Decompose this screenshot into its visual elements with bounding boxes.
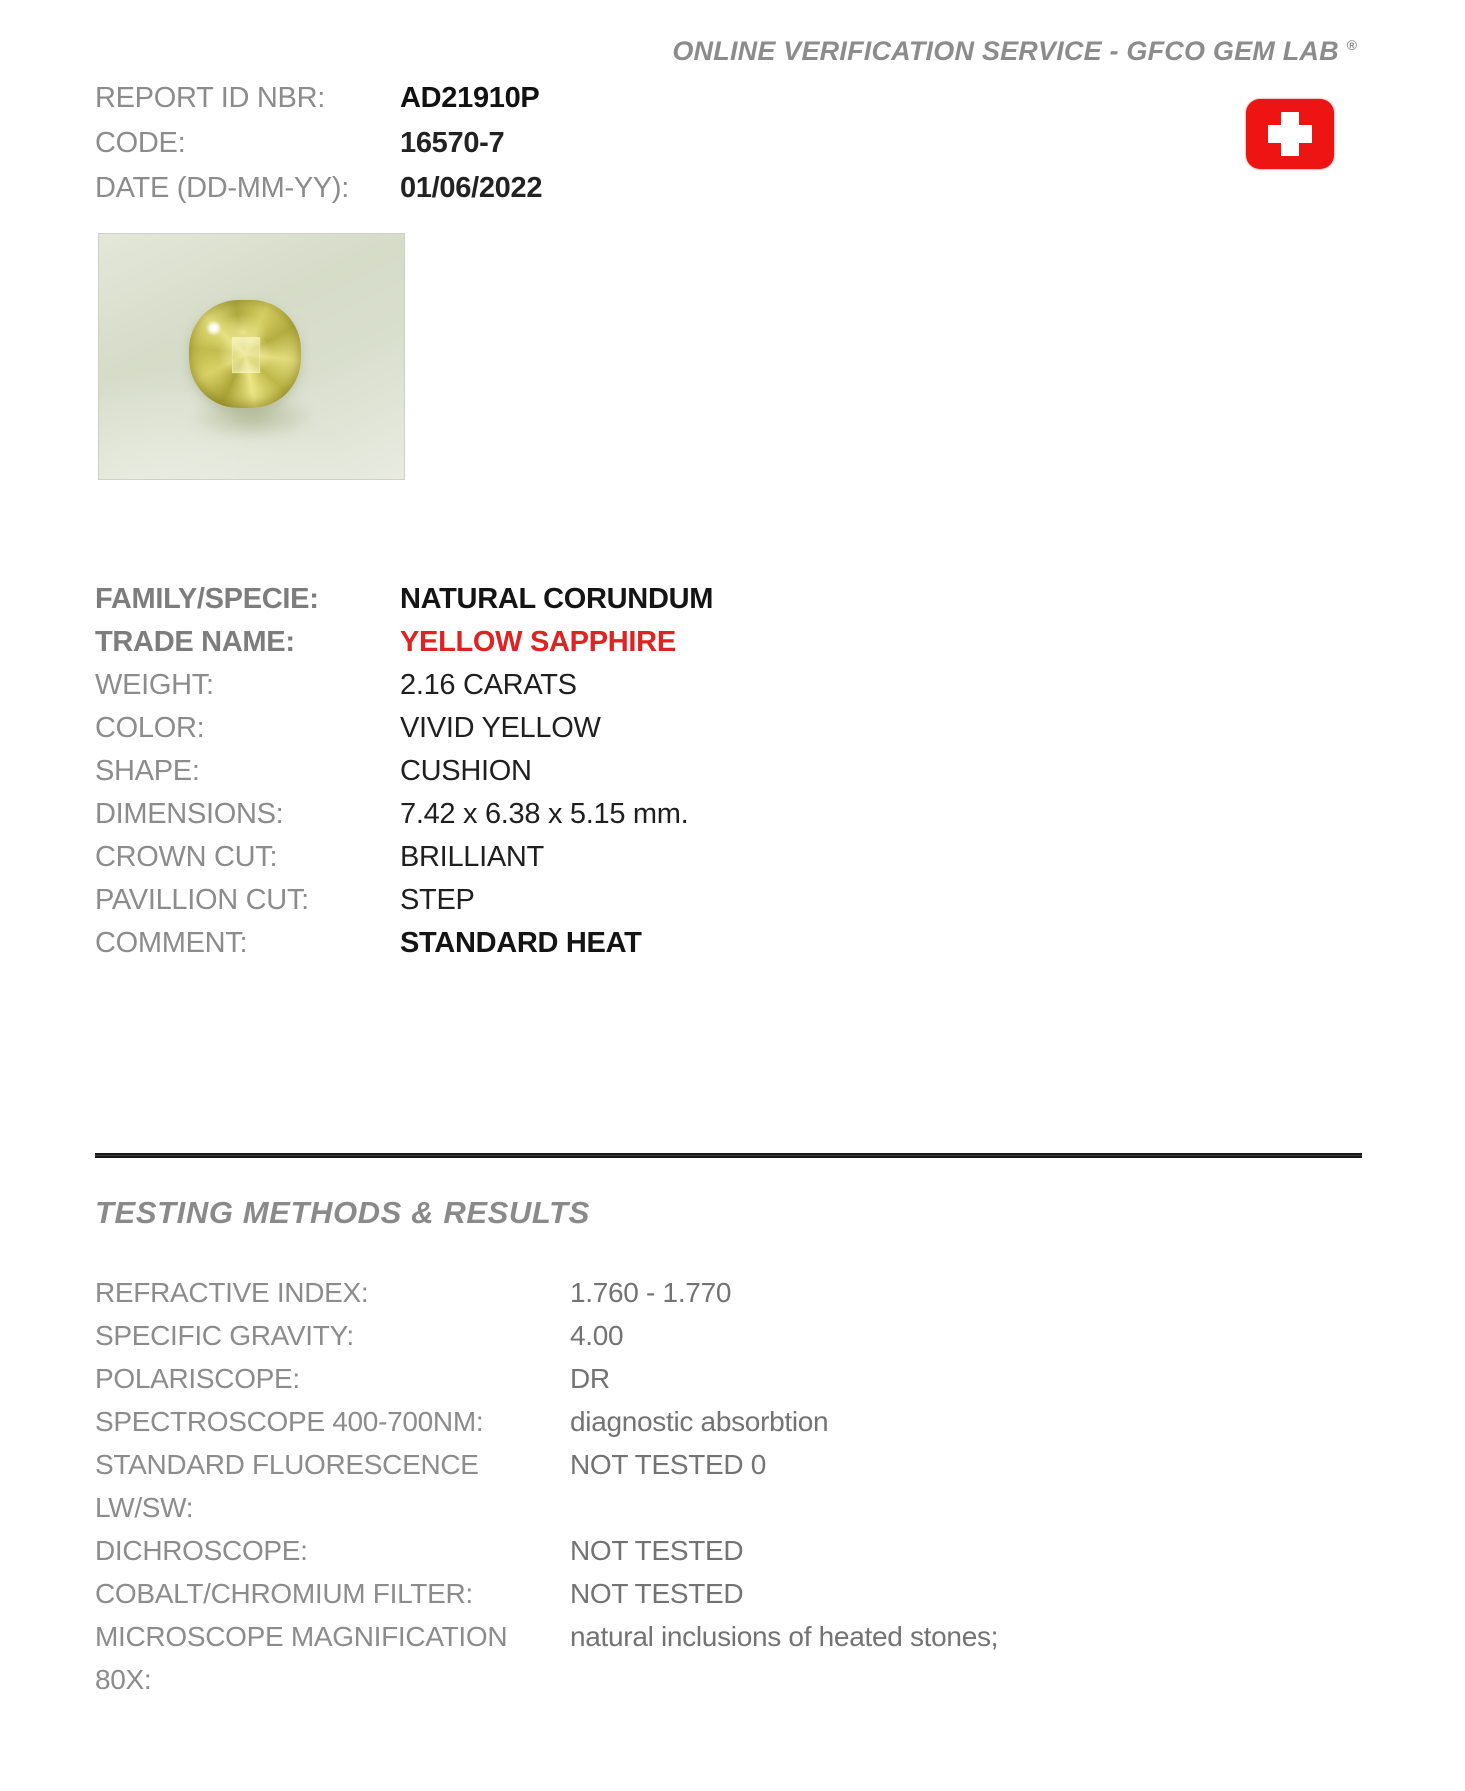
row-label: PAVILLION CUT:	[95, 884, 309, 916]
row-label: SHAPE:	[95, 755, 200, 787]
spec-row	[95, 793, 713, 836]
row-label: FAMILY/SPECIE:	[95, 583, 319, 615]
spec-row	[95, 707, 713, 750]
report-info-row	[95, 121, 542, 166]
report-info-block	[95, 76, 542, 211]
row-label: SPECTROSCOPE 400-700NM:	[95, 1406, 484, 1437]
spectroscope-value: diagnostic absorbtion	[570, 1406, 829, 1437]
specific-gravity-value: 4.00	[570, 1320, 624, 1351]
row-label: TRADE NAME:	[95, 626, 295, 658]
spec-row	[95, 879, 713, 922]
service-line-text: ONLINE VERIFICATION SERVICE - GFCO GEM LAB	[672, 36, 1339, 66]
testing-row	[95, 1357, 998, 1400]
row-label: DATE (DD-MM-YY):	[95, 172, 350, 204]
report-info-row	[95, 76, 542, 121]
row-label: REPORT ID NBR:	[95, 82, 325, 114]
section-divider	[95, 1153, 1362, 1158]
testing-row	[95, 1572, 998, 1615]
swiss-flag-icon	[1246, 99, 1334, 169]
testing-row	[95, 1314, 998, 1357]
row-label: SPECIFIC GRAVITY:	[95, 1320, 354, 1351]
refractive-index-value: 1.760 - 1.770	[570, 1277, 732, 1308]
weight-value: 2.16 CARATS	[400, 669, 577, 701]
color-value: VIVID YELLOW	[400, 712, 601, 744]
pavillion-cut-value: STEP	[400, 884, 475, 916]
cobalt-chromium-filter-value: NOT TESTED	[570, 1578, 744, 1609]
family-specie-value: NATURAL CORUNDUM	[400, 583, 714, 615]
row-label: COLOR:	[95, 712, 205, 744]
row-label: DIMENSIONS:	[95, 798, 284, 830]
spec-row	[95, 664, 713, 707]
service-line	[672, 36, 1357, 67]
row-label: DICHROSCOPE:	[95, 1535, 308, 1566]
row-label: REFRACTIVE INDEX:	[95, 1277, 369, 1308]
crown-cut-value: BRILLIANT	[400, 841, 544, 873]
row-label: COMMENT:	[95, 927, 248, 959]
spec-row	[95, 621, 713, 664]
row-label: COBALT/CHROMIUM FILTER:	[95, 1578, 473, 1609]
spec-row	[95, 922, 713, 965]
row-label: POLARISCOPE:	[95, 1363, 300, 1394]
dimensions-value: 7.42 x 6.38 x 5.15 mm.	[400, 798, 689, 830]
testing-row	[95, 1271, 998, 1314]
spec-row	[95, 836, 713, 879]
date-value: 01/06/2022	[400, 172, 543, 204]
report-info-row	[95, 166, 542, 211]
row-label: CODE:	[95, 127, 186, 159]
gemstone-image	[189, 300, 301, 408]
dichroscope-value: NOT TESTED	[570, 1535, 744, 1566]
testing-results-block	[95, 1271, 998, 1701]
trade-name-value: YELLOW SAPPHIRE	[400, 626, 676, 658]
row-label: WEIGHT:	[95, 669, 214, 701]
specs-block	[95, 578, 713, 965]
comment-value: STANDARD HEAT	[400, 927, 642, 959]
registered-trademark-symbol: ®	[1346, 37, 1357, 53]
spec-row	[95, 750, 713, 793]
fluorescence-value: NOT TESTED 0	[570, 1449, 767, 1480]
testing-row	[95, 1443, 998, 1529]
row-label: STANDARD FLUORESCENCE LW/SW:	[95, 1449, 479, 1523]
report-id-value: AD21910P	[400, 82, 540, 114]
shape-value: CUSHION	[400, 755, 532, 787]
code-value: 16570-7	[400, 127, 505, 159]
polariscope-value: DR	[570, 1363, 610, 1394]
microscope-value: natural inclusions of heated stones;	[570, 1621, 999, 1652]
testing-row	[95, 1400, 998, 1443]
testing-row	[95, 1529, 998, 1572]
flag-cross-horizontal	[1268, 125, 1312, 143]
row-label: MICROSCOPE MAGNIFICATION 80X:	[95, 1621, 508, 1695]
spec-row	[95, 578, 713, 621]
row-label: CROWN CUT:	[95, 841, 278, 873]
testing-row	[95, 1615, 998, 1701]
testing-section-heading: TESTING METHODS & RESULTS	[95, 1195, 590, 1230]
gemstone-photo	[98, 233, 405, 480]
